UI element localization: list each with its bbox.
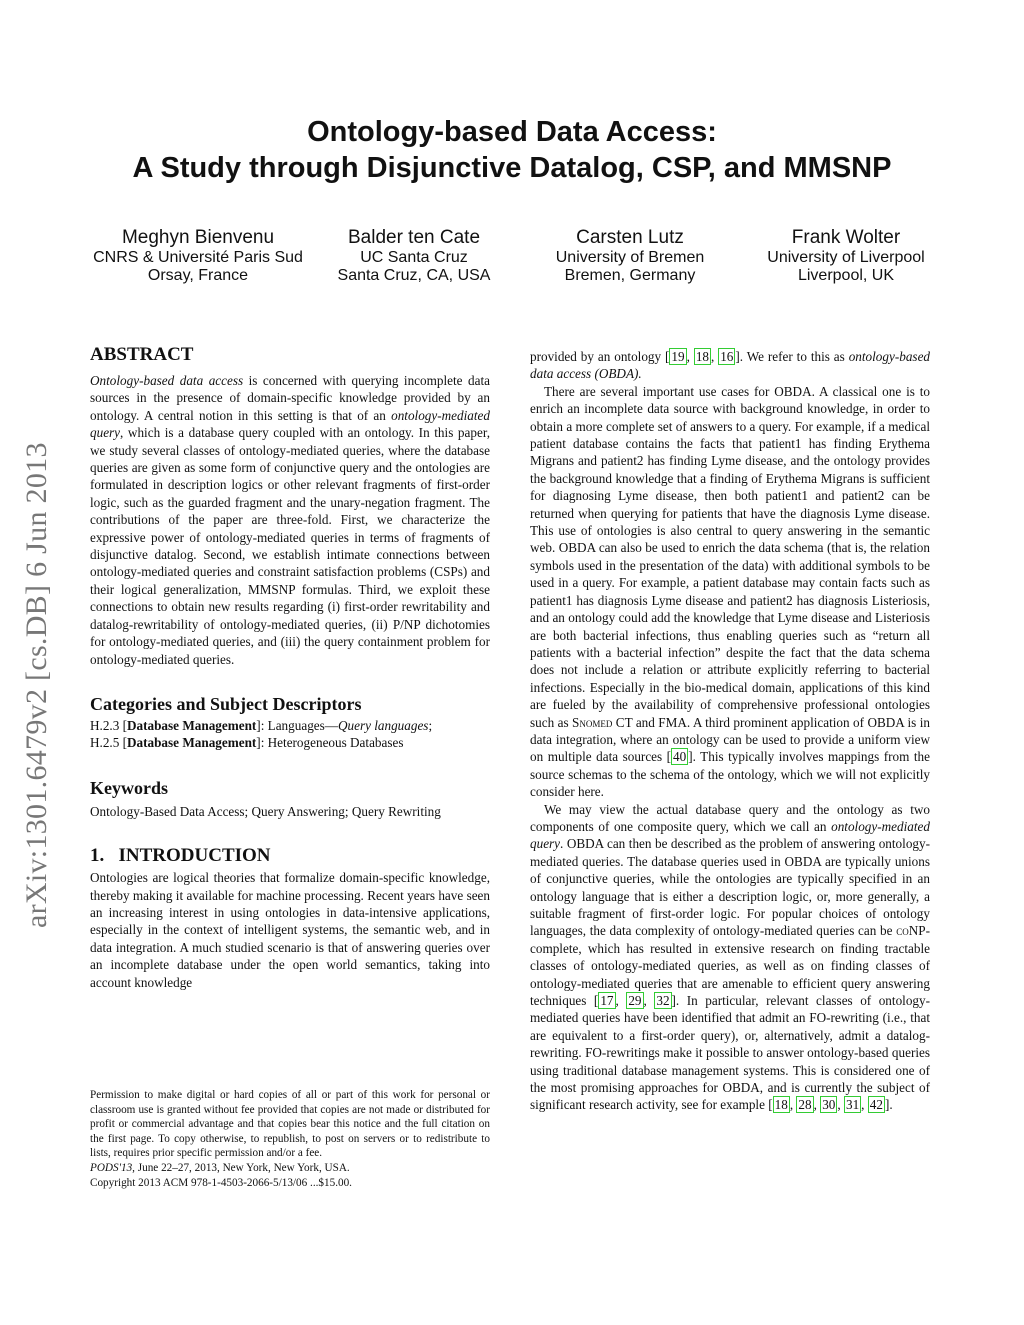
citation-link[interactable]: 40 — [673, 749, 687, 765]
author-location: Santa Cruz, CA, USA — [337, 267, 491, 284]
citation-link[interactable]: 42 — [869, 1097, 883, 1113]
title-line-2: A Study through Disjunctive Datalog, CSP, and MMSNP — [132, 152, 892, 184]
right-column — [530, 348, 930, 1114]
citation-link[interactable]: 28 — [798, 1097, 812, 1113]
citation-link[interactable]: 18 — [695, 349, 709, 364]
introduction-text: Ontologies are logical theories that formalize domain-specific knowledge, thereby making it available for machine processing. Recent years have seen an increasing interest in using ontologies in data-intensive applications, especially in the context of intelligent systems, the semantic web, and in data integration. A much studied scenario is that of answering queries over an incomplete database under the open world semantics, taking into account knowledge — [90, 870, 490, 990]
category-line-2: H.2.5 [Database Management]: Heterogeneous Databases — [90, 735, 404, 751]
paper-title — [0, 114, 1024, 186]
citation-link[interactable]: 30 — [822, 1097, 836, 1113]
copyright-line: Copyright 2013 ACM 978-1-4503-2066-5/13/06 ...$15.00. — [90, 1176, 352, 1189]
author-location: Liverpool, UK — [797, 267, 895, 284]
abstract-term-obda: Ontology-based data access — [90, 373, 244, 388]
author-block-2 — [294, 227, 534, 285]
author-location: Orsay, France — [147, 267, 249, 284]
author-name: Balder ten Cate — [347, 227, 481, 248]
keywords-text: Ontology-Based Data Access; Query Answering; Query Rewriting — [90, 803, 441, 819]
permission-footnote — [90, 1088, 490, 1190]
intro-paragraph-2: There are several important use cases for OBDA. A classical one is to enrich an incomplete data source with background knowledge, in order to obtain a more complete set of answers to a query. For example, if a medical patient database contains the facts that patient1 has finding Erythema Migrans and patient2 has finding Lyme disease, and the ontology provides the background knowledge that a finding of Erythema Migrans is sufficient for diagnosing Lyme disease, then both patient1 and patient2 can be returned when querying for patients that have the diagnosis Lyme disease. This use of ontologies is also central to query answering in the semantic web. OBDA can also be used to enrich the data schema (that is, the relation symbols used in the presentation of the data) with additional symbols to be used in a query. For example, a patient database may contain facts such as patient1 has diagnosis Lyme disease and patient2 has diagnosis Listeriosis, and an ontology could add the knowledge that Lyme disease and Listeriosis are both bacterial infections, thus enabling queries such as “return all patients with a bacterial infection” despite the fact that the data schema does not include a relation or attribute explicitly referring to bacterial infections. Especially in the bio-medical domain, applications of this kind are fueled by the availability of comprehensive professional ontologies such as Snomed CT and FMA. A third prominent application of OBDA is in data integration, where an ontology can be used to provide a uniform view on multiple data sources [ 40 ]. This typically involves mappings from the source schemas to the schema of the ontology, which we will not explicitly consider here. — [530, 383, 930, 800]
author-name: Meghyn Bienvenu — [121, 227, 275, 248]
citation-link[interactable]: 18 — [774, 1097, 788, 1113]
author-block-1 — [78, 227, 318, 285]
citation-link[interactable]: 31 — [845, 1097, 860, 1113]
author-affiliation: University of Liverpool — [767, 249, 925, 266]
venue-line: PODS'13, June 22–27, 2013, New York, New York, USA. — [90, 1161, 350, 1174]
left-column — [90, 344, 490, 991]
author-block-4 — [726, 227, 966, 285]
intro-paragraph-1: provided by an ontology [ 19 , 18 , 16 ]. We refer to this as ontology-based data access (OBDA). — [530, 349, 931, 382]
author-affiliation: CNRS & Université Paris Sud — [93, 249, 303, 266]
permission-text: Permission to make digital or hard copies of all or part of this work for personal or classroom use is granted without fee provided that copies are not made or distributed for profit or commercial advantage and that copies bear this notice and the full citation on the first page. To copy otherwise, to republish, to post on servers or to redistribute to lists, requires prior specific permission and/or a fee. — [90, 1089, 490, 1160]
author-name: Frank Wolter — [791, 227, 901, 248]
author-block-3 — [510, 227, 750, 285]
author-location: Bremen, Germany — [564, 267, 696, 284]
abstract-text: Ontology-based data access is concerned with querying incomplete data sources in the presence of domain-specific knowledge provided by an ontology. A central notion in this setting is that of an ontology-mediated query, which is a database query coupled with an ontology. In this paper, we study several classes of ontology-mediated queries, where the database queries are given as some form of conjunctive query and the ontologies are formulated in description logics or other relevant fragments of first-order logic, such as the guarded fragment and the unary-negation fragment. The contributions of the paper are three-fold. First, we characterize the expressive power of ontology-mediated queries in terms of fragments of disjunctive datalog. Second, we establish intimate connections between ontology-mediated queries and constraint satisfaction problems (CSPs) and their logical generalization, MMSNP formulas. Third, we exploit these connections to obtain new results regarding (i) first-order rewritability and datalog-rewritability of ontology-mediated queries, (ii) P/NP dichotomies for ontology-mediated queries, and (iii) the query containment problem for ontology-mediated queries. — [90, 373, 490, 667]
intro-paragraph-3: We may view the actual database query and the ontology as two components of one composite query, which we call an ontology-mediated query. OBDA can then be described as the problem of answering ontology-mediated queries. The database queries used in OBDA are typically unions of conjunctive queries, while the ontologies are typically specified in an ontology language that is either a description logic, or, more generally, a suitable fragment of first-order logic. For popular choices of ontology languages, the data complexity of ontology-mediated queries can be coNP-complete, which has resulted in extensive research on finding tractable classes of ontology-mediated queries, as well as on finding classes of ontology-mediated queries that are amenable to efficient query answering techniques [ 17 , 29 , 32 ]. In particular, relevant classes of ontology-mediated queries have been identified that admit an FO-rewriting (i.e., that are equivalent to a first-order query), or, alternatively, admit a datalog-rewriting. FO-rewritings make it possible to answer ontology-based queries using traditional database management systems. This is considered one of the most promising approaches for OBDA, and is currently the subject of significant research activity, see for example [ 18 , 28 , 30 , 31 , 42 ]. — [530, 801, 930, 1113]
citation-link[interactable]: 32 — [656, 993, 670, 1009]
author-name: Carsten Lutz — [576, 227, 684, 248]
citation-link[interactable]: 17 — [600, 993, 614, 1009]
citation-link[interactable]: 19 — [671, 349, 685, 364]
title-line-1: Ontology-based Data Access: — [307, 116, 717, 148]
introduction-heading: 1. INTRODUCTION — [90, 845, 271, 867]
citation-link[interactable]: 16 — [720, 349, 734, 364]
author-affiliation: University of Bremen — [555, 249, 705, 266]
category-line-1: H.2.3 [Database Management]: Languages—Query languages; — [90, 717, 433, 733]
abstract-heading: ABSTRACT — [90, 344, 194, 365]
abstract-term-omq: ontology-mediated query — [90, 407, 490, 441]
citation-link[interactable]: 29 — [628, 993, 642, 1009]
author-affiliation: UC Santa Cruz — [360, 249, 468, 266]
arxiv-identifier-stamp: arXiv:1301.6479v2 [cs.DB] 6 Jun 2013 — [20, 442, 53, 928]
categories-heading: Categories and Subject Descriptors — [90, 693, 362, 714]
keywords-heading: Keywords — [90, 777, 168, 798]
